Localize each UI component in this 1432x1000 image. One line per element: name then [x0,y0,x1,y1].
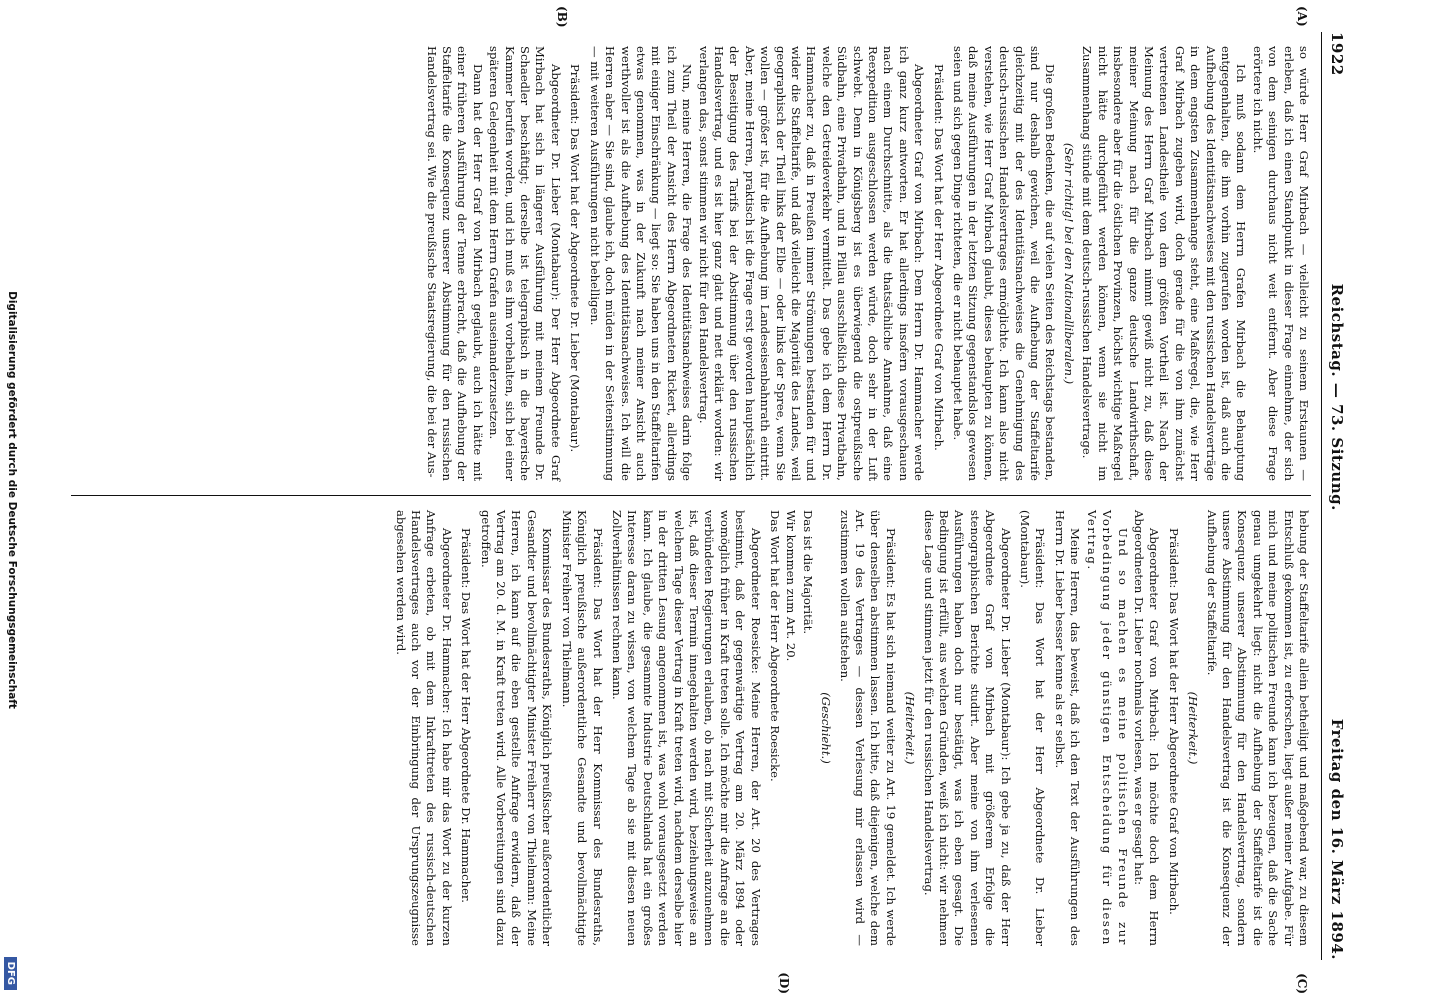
paragraph: Abgeordneter Roesicke: Meine Herren, der Art. 20 des Vertrages bestimmt, daß der gegenwärtige Vertrag am 20. März 1894 oder womöglich früher in Kraft treten solle. Ich möchte mir die Anfrage an die verbündeten Regierungen erlauben, ob nach mit Sicherheit anzunehmen ist, daß dieser Termin innegehalten werden wird, beziehungsweise an welchem Tage dieser Vertrag in Kraft treten wird, nachdem derselbe hier in der dritten Lesung angenommen ist, was wohl vorausgesetzt werden kann. Ich glaube, die gesammte Industrie Deutschlands hat ein großes Interesse daran zu wissen, von welchem Tage ab sie mit diesen neuen Zollverhältnissen rechnen kann. [609,510,763,946]
left-column [71,6,1311,496]
paragraph: Abgeordneter Dr. Lieber (Montabaur): Ich gebe ja zu, daß der Herr Abgeordnete Graf von Mirbach mit größerem Erfolge die stenographischen Berichte studirt. Aber meine von ihm verlesenen Ausführungen haben doch nur bestätigt, was ich eben gesagt. Die Bedingung ist erfüllt, aus welchen Gründen, weiß ich nicht: wir nehmen diese Lage und stimmen jetzt für den russischen Handelsvertrag. [921,510,1013,946]
paragraph: Präsident: Das Wort hat der Abgeordnete Dr. Lieber (Montabaur). [568,64,583,453]
paragraph: Abgeordneter Graf von Mirbach: Dem Herrn Dr. Hammacher werde ich ganz kurz antworten. Er hat allerdings insofern vorausgeschauen nach einem Durchschnitte, als die thatsächliche Annahme, daß eine Reexpedition ausgeschlossen werden würde, doch sehr in der Luft schwebt. Denn in Königsberg ist es überwiegend die ostpreußische Südbahn, eine Privatbahn, und in Pillau ausschließlich diese Privatbahn, welche den Getreideverkehr vermittelt. Das gebe ich dem Herrn Dr. Hammacher zu, daß in Preußen immer Strömungen bestanden für und wider die Staffeltarife, und daß vielleicht die Majorität des Landes, weil geographisch der Theil links der Elbe — oder links der Spree, wenn Sie wollen — größer ist, für die Aufhebung im Landeseisenbahnrath eintritt. Aber, meine Herren, praktisch ist die Frage erst geworden hauptsächlich der Beseitigung des Tarifs bei der Abstimmung über den russischen Handelsvertrag, und es ist hier ganz glatt und nett erklärt worden: wir verlangen das, sonst stimmen wir nicht für den Handelsvertrag. [696,46,927,481]
paragraph: Präsident: Das Wort hat der Herr Abgeordnete Graf von Mirbach. [931,64,946,451]
interjection: (Heiterkeit.) [903,691,918,765]
interjection: (Heiterkeit.) [1186,691,1201,765]
paragraph: Wir kommen zum Art. 20. [784,510,799,662]
header-rule [1321,32,1322,960]
text-columns [71,6,1311,994]
paragraph: Präsident: Das Wort hat der Herr Abgeordnete Graf von Mirbach. [1166,528,1181,915]
page-date: Freitag den 16. März 1894. [1328,718,1346,960]
right-column [71,496,1311,994]
dfg-logo: DFG [4,957,17,990]
digitization-credit: Digitalisierung gefördert durch die Deutsche Forschungsgemeinschaft [6,291,18,709]
paragraph: Das Wort hat der Herr Abgeordnete Roesicke. [768,510,782,782]
paragraph: hebung der Staffeltarife allein betheiligt und maßgebend war, zu diesem Entschluß gekommen ist, zu erforschen, liegt außer meiner Aufgabe. Für mich und meine politischen Freunde kann ich bezeugen, daß die Sache genau umgekehrt liegt: nicht die Aufhebung der Staffeltarife ist die Konsequenz unserer Abstimmung für den Handelsvertrag, sondern unsere Abstimmung für den Handelsvertrag ist die Konsequenz der Aufhebung der Staffeltarife. [1204,510,1311,946]
paragraph: Meine Herren, das beweist, daß ich den Text der Ausführungen des Herrn Dr. Lieber besser kenne als er selbst. [1052,510,1083,946]
margin-marker-c: (C) [1295,973,1309,994]
paragraph: Dann hat der Herr Graf von Mirbach geglaubt, auch ich hätte mit einer früheren Ausführung der Tenne erbracht, daß die Aufhebung der Staffeltarife die Konsequenz unserer Abstimmung für den russischen Handelsvertrag sei. Wie die preußische Staatsregierung, die bei der Aus- [424,46,485,481]
paragraph: Ich muß sodann dem Herrn Grafen Mirbach die Behauptung entgegenhalten, die ihm vorhin zugerufen worden ist, daß auch die Aufhebung des Identitätsnachweises mit den russischen Handelsverträge in dem engsten Zusammenhange steht, eine Maßregel, die, wie Herr Graf Mirbach zugeben wird, doch gerade für die von ihm zunächst vertretenen Landestheile von dem größten Vortheil ist. Nach der Meinung des Herrn Graf Mirbach nimmt gewiß nicht zu, daß diese meiner Meinung nach für die ganze deutsche Landwirthschaft, insbesondere aber für die östlichen Provinzen, höchst wichtige Maßregel nicht hätte durchgeführt werden können, wenn sie nicht im Zusammenhang stünde mit dem deutsch-russischen Handelsvertrage. [1080,46,1249,481]
paragraph: Das ist die Majorität. [800,510,815,635]
page-title: Reichstag. — 73. Sitzung. [1328,283,1346,511]
margin-marker-a: (A) [1295,6,1309,27]
page-number: 1922 [1328,32,1346,76]
running-head [1322,32,1384,960]
paragraph: Präsident: Es hat sich niemand weiter zu Art. 19 gemeldet. Ich werde über denselben abstimmen lassen. Ich bitte, daß diejenigen, welche dem Art. 19 des Vertrages — dessen Verlesung mir erlassen wird — zustimmen wollen aufstehen. [837,510,898,946]
paragraph: so würde Herr Graf Mirbach — vielleicht zu seinem Erstaunen — erleben, daß ich einen Standpunkt in dieser Frage einnehme, der sich von dem seinigen durchaus nicht weit entfernt. Aber diese Frage erörtere ich nicht. [1250,46,1311,481]
interjection: (Sehr richtig! bei den Nationalliberalen.) [1061,142,1076,385]
paragraph: Präsident: Das Wort hat der Herr Abgeordnete Dr. Hammacher. [459,528,474,903]
paragraph: Nun, meine Herren, die Frage des Identitätsnachweises darin folge ich zum Theil der Ansicht des Herrn Abgeordneten Rickert, allerdings mit einiger Einschränkung — liegt so: Sie haben uns in den Staffeltarifen etwas genommen, was in der Zukunft nach meiner Ansicht auch werthvoller ist als die Aufhebung des Identitätsnachweises. Ich will die Herren aber — Sie sind, glaube ich, doch müden in der Seitenstimmung — mit weiteren Ausführungen nicht behelligen. [587,46,695,481]
paragraph: Präsident: Das Wort hat der Herr Kommissar des Bundesraths, Königlich preußische außerordentliche Gesandte und bevollmächtigte Minister Freiherr von Thielmann. [559,510,605,946]
margin-marker-d: (D) [777,972,791,994]
paragraph: Präsident: Das Wort hat der Herr Abgeordnete Dr. Lieber (Montabaur). [1018,510,1048,946]
quotation: Und so machen es meine politischen Freunde zur Vorbedingung jeder günstigen Entscheidung für diesen Vertrag. [1084,510,1130,946]
paragraph: Die großen Bedenken, die auf vielen Seiten des Reichstags bestanden, sind nur deshalb gewichen, weil die Aufhebung der Staffeltarife gleichzeitig mit der des Identitätsnachweises die Genehmigung des deutsch-russischen Handelsvertrages ermöglichte. Ich kann also nicht verstehen, wie Herr Graf Mirbach glaubt, dieses behaupten zu können, daß meine Ausführungen in der letzten Sitzung gegenstandslos gewesen seien und sich gegen Dinge richteten, die er nicht behauptet habe. [951,46,1058,481]
paragraph: Abgeordneter Dr. Hammacher: Ich habe mir das Wort zu der kurzen Anfrage erbeten, ob mit dem Inkrafttreten des russisch-deutschen Handelsvertrages auch vor der Einbringung der Ursprungszeugnisse abgesehen werden wird. [393,510,454,946]
paragraph: Abgeordneter Graf von Mirbach: Ich möchte doch dem Herrn Abgeordneten Dr. Lieber nochmals vorlesen, was er gesagt hat: [1131,510,1162,946]
paragraph: Kommissar des Bundesraths, Königlich preußischer außerordentlicher Gesandter und bevollmächtigter Minister Freiherr von Thielmann: Meine Herren, ich kann auf die eben gestellte Anfrage erwidern, daß der Vertrag am 20. d. M. in Kraft treten wird. Alle Vorbereitungen sind dazu getroffen. [478,510,555,946]
paragraph: Abgeordneter Dr. Lieber (Montabaur): Der Herr Abgeordnete Graf Mirbach hat sich in längerer Ausführung mit meinem Freunde Dr. Schaedler beschäftigt; derselbe ist telegraphisch in die bayerische Kammer berufen worden, und ich muß es ihm vorbehalten, sich bei einer späteren Gelegenheit mit dem Herrn Grafen auseinanderzusetzen. [487,46,563,481]
interjection: (Geschieht.) [819,692,834,764]
margin-marker-b: (B) [555,6,569,28]
